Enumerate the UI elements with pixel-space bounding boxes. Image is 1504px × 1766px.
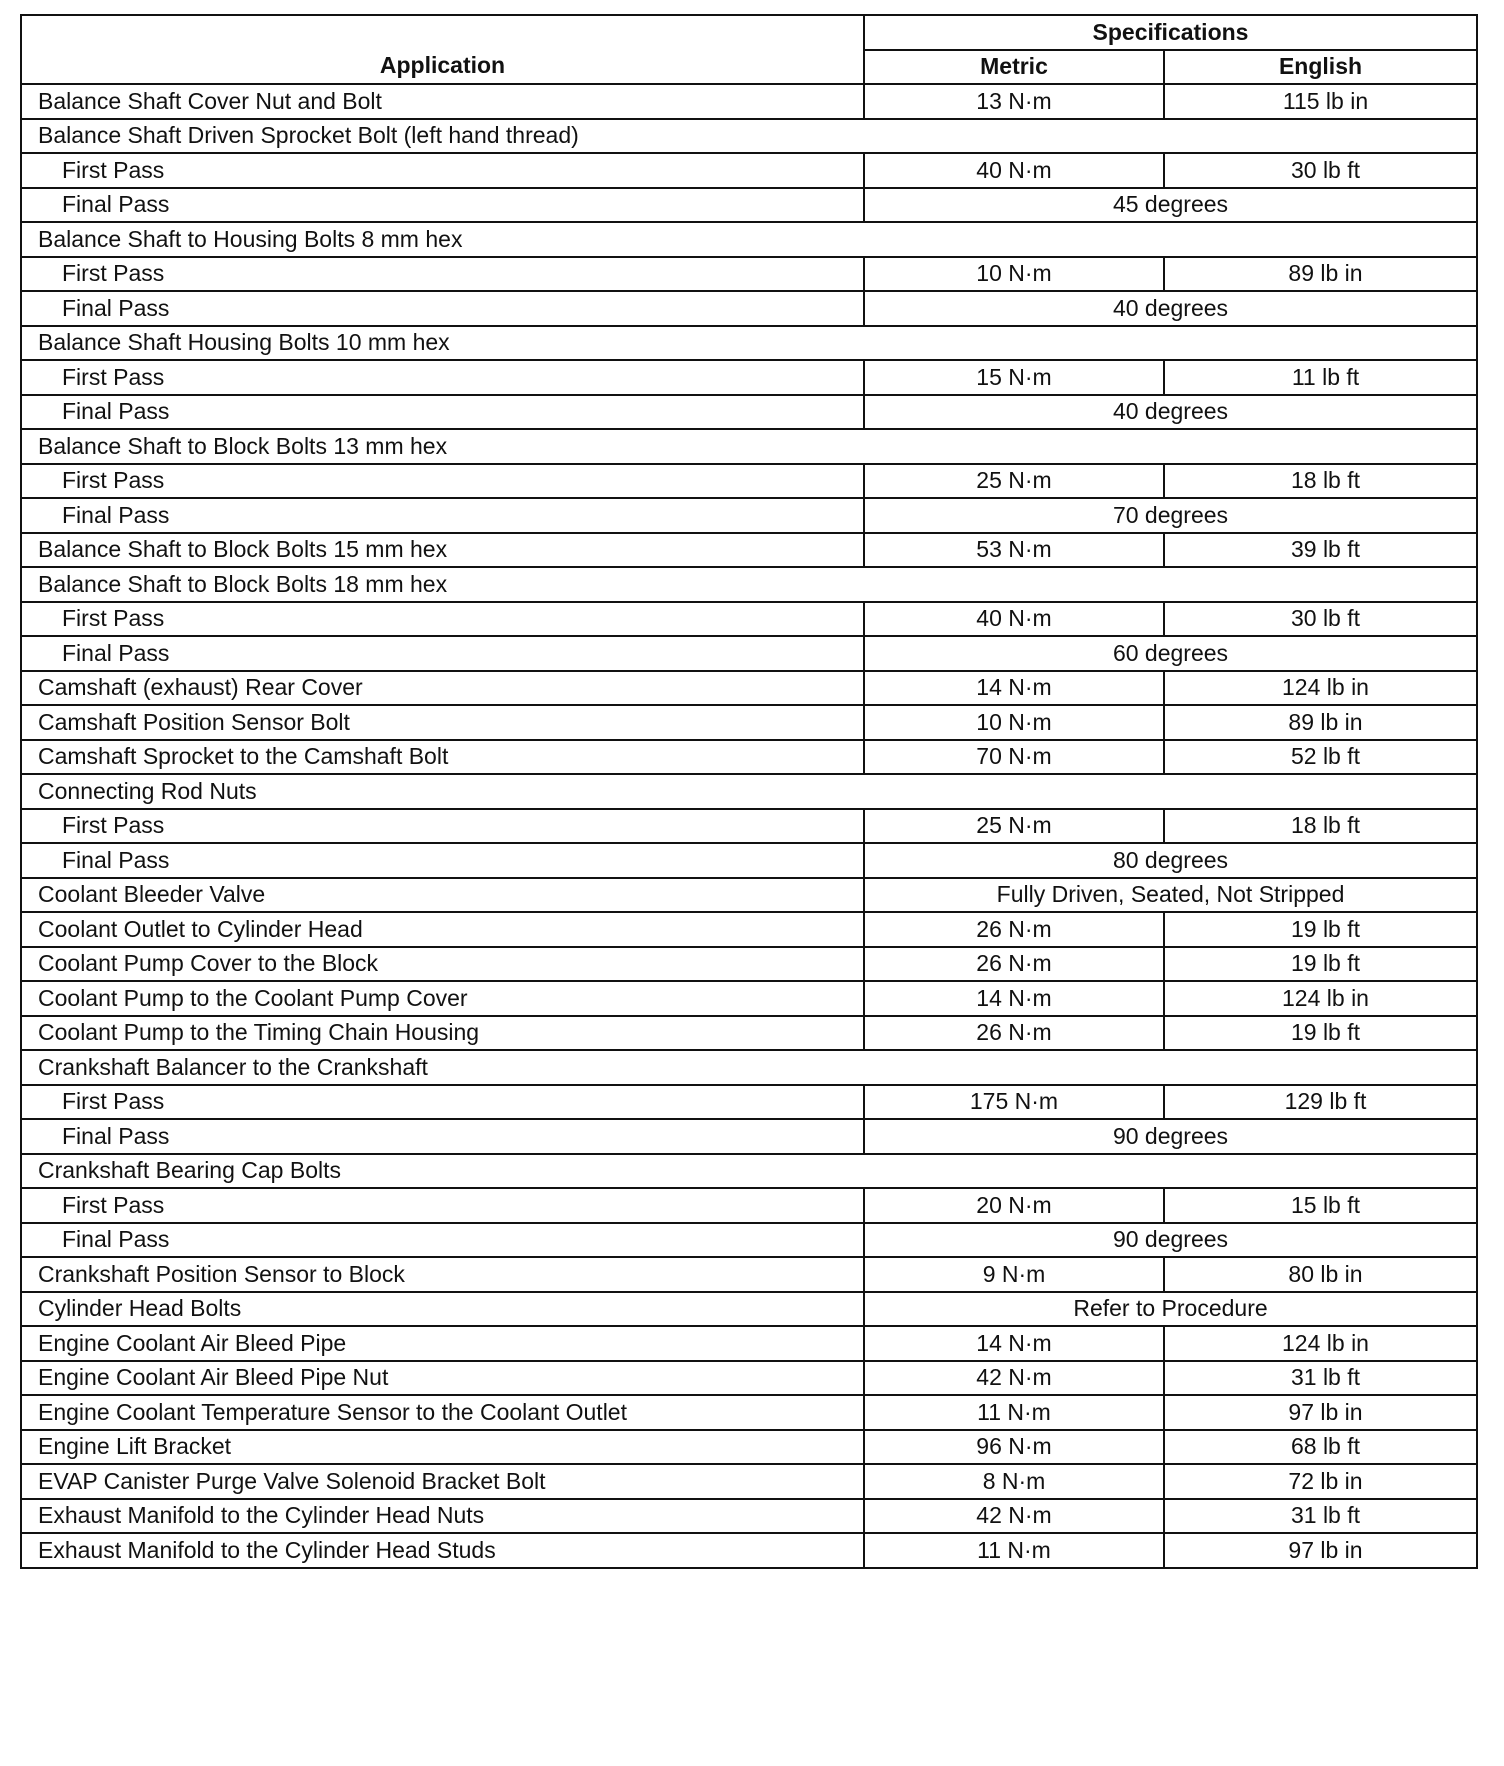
- table-row: [21, 602, 1477, 637]
- combined-spec-cell: 40 degrees: [864, 395, 1477, 430]
- metric-cell: 26 N·m: [864, 1016, 1164, 1051]
- combined-spec-cell: 80 degrees: [864, 843, 1477, 878]
- table-row: [21, 809, 1477, 844]
- header-row-1: [21, 15, 1477, 50]
- metric-cell: 70 N·m: [864, 740, 1164, 775]
- application-cell: Balance Shaft to Block Bolts 18 mm hex: [21, 567, 1477, 602]
- application-cell: Camshaft (exhaust) Rear Cover: [21, 671, 864, 706]
- english-cell: 124 lb in: [1164, 981, 1477, 1016]
- table-row: [21, 705, 1477, 740]
- table-row: [21, 257, 1477, 292]
- application-cell: Balance Shaft Cover Nut and Bolt: [21, 84, 864, 119]
- application-cell: Crankshaft Balancer to the Crankshaft: [21, 1050, 1477, 1085]
- table-row: [21, 1430, 1477, 1465]
- pass-label: Final Pass: [21, 188, 864, 223]
- application-cell: Coolant Outlet to Cylinder Head: [21, 912, 864, 947]
- table-row: [21, 1085, 1477, 1120]
- spec-table-container: [20, 14, 1476, 1569]
- table-row: [21, 1188, 1477, 1223]
- metric-cell: 13 N·m: [864, 84, 1164, 119]
- application-cell: Balance Shaft to Housing Bolts 8 mm hex: [21, 222, 1477, 257]
- pass-label: First Pass: [21, 464, 864, 499]
- application-cell: Engine Coolant Air Bleed Pipe: [21, 1326, 864, 1361]
- pass-label: Final Pass: [21, 1119, 864, 1154]
- application-cell: Engine Coolant Temperature Sensor to the Coolant Outlet: [21, 1395, 864, 1430]
- pass-label: Final Pass: [21, 843, 864, 878]
- table-row: [21, 912, 1477, 947]
- combined-spec-cell: Fully Driven, Seated, Not Stripped: [864, 878, 1477, 913]
- metric-cell: 10 N·m: [864, 705, 1164, 740]
- pass-label: Final Pass: [21, 1223, 864, 1258]
- table-row: [21, 1050, 1477, 1085]
- application-cell: Crankshaft Position Sensor to Block: [21, 1257, 864, 1292]
- application-cell: Engine Lift Bracket: [21, 1430, 864, 1465]
- table-row: [21, 1326, 1477, 1361]
- english-cell: 97 lb in: [1164, 1395, 1477, 1430]
- table-row: [21, 326, 1477, 361]
- pass-label: Final Pass: [21, 395, 864, 430]
- table-row: [21, 360, 1477, 395]
- pass-label: Final Pass: [21, 498, 864, 533]
- table-row: [21, 291, 1477, 326]
- table-row: [21, 464, 1477, 499]
- pass-label: First Pass: [21, 809, 864, 844]
- english-cell: 31 lb ft: [1164, 1499, 1477, 1534]
- metric-cell: 20 N·m: [864, 1188, 1164, 1223]
- metric-header: Metric: [864, 50, 1164, 85]
- application-cell: Camshaft Position Sensor Bolt: [21, 705, 864, 740]
- table-row: [21, 1257, 1477, 1292]
- application-cell: Engine Coolant Air Bleed Pipe Nut: [21, 1361, 864, 1396]
- table-row: [21, 1464, 1477, 1499]
- table-row: [21, 395, 1477, 430]
- metric-cell: 53 N·m: [864, 533, 1164, 568]
- table-row: [21, 222, 1477, 257]
- application-cell: Coolant Pump Cover to the Block: [21, 947, 864, 982]
- pass-label: Final Pass: [21, 636, 864, 671]
- english-cell: 89 lb in: [1164, 257, 1477, 292]
- table-row: [21, 740, 1477, 775]
- metric-cell: 26 N·m: [864, 947, 1164, 982]
- english-cell: 80 lb in: [1164, 1257, 1477, 1292]
- pass-label: First Pass: [21, 360, 864, 395]
- pass-label: First Pass: [21, 602, 864, 637]
- application-cell: Balance Shaft to Block Bolts 15 mm hex: [21, 533, 864, 568]
- combined-spec-cell: 45 degrees: [864, 188, 1477, 223]
- table-row: [21, 567, 1477, 602]
- metric-cell: 14 N·m: [864, 981, 1164, 1016]
- specifications-header: Specifications: [864, 15, 1477, 50]
- english-cell: 52 lb ft: [1164, 740, 1477, 775]
- combined-spec-cell: 70 degrees: [864, 498, 1477, 533]
- pass-label: First Pass: [21, 257, 864, 292]
- table-row: [21, 1499, 1477, 1534]
- combined-spec-cell: Refer to Procedure: [864, 1292, 1477, 1327]
- table-row: [21, 1223, 1477, 1258]
- metric-cell: 25 N·m: [864, 464, 1164, 499]
- english-cell: 31 lb ft: [1164, 1361, 1477, 1396]
- english-cell: 97 lb in: [1164, 1533, 1477, 1568]
- table-row: [21, 119, 1477, 154]
- table-row: [21, 774, 1477, 809]
- application-cell: Crankshaft Bearing Cap Bolts: [21, 1154, 1477, 1189]
- torque-spec-table: [20, 14, 1478, 1569]
- spec-table-body: [21, 84, 1477, 1568]
- english-cell: 18 lb ft: [1164, 464, 1477, 499]
- table-row: [21, 153, 1477, 188]
- table-row: [21, 84, 1477, 119]
- combined-spec-cell: 40 degrees: [864, 291, 1477, 326]
- application-cell: Coolant Pump to the Coolant Pump Cover: [21, 981, 864, 1016]
- table-row: [21, 1292, 1477, 1327]
- english-cell: 72 lb in: [1164, 1464, 1477, 1499]
- table-row: [21, 843, 1477, 878]
- english-cell: 30 lb ft: [1164, 602, 1477, 637]
- combined-spec-cell: 90 degrees: [864, 1119, 1477, 1154]
- pass-label: First Pass: [21, 153, 864, 188]
- pass-label: First Pass: [21, 1188, 864, 1223]
- metric-cell: 14 N·m: [864, 671, 1164, 706]
- table-row: [21, 671, 1477, 706]
- table-row: [21, 429, 1477, 464]
- english-cell: 11 lb ft: [1164, 360, 1477, 395]
- application-cell: EVAP Canister Purge Valve Solenoid Bracket Bolt: [21, 1464, 864, 1499]
- application-cell: Camshaft Sprocket to the Camshaft Bolt: [21, 740, 864, 775]
- table-row: [21, 1016, 1477, 1051]
- table-row: [21, 878, 1477, 913]
- english-cell: 15 lb ft: [1164, 1188, 1477, 1223]
- metric-cell: 42 N·m: [864, 1499, 1164, 1534]
- metric-cell: 175 N·m: [864, 1085, 1164, 1120]
- metric-cell: 9 N·m: [864, 1257, 1164, 1292]
- application-cell: Coolant Bleeder Valve: [21, 878, 864, 913]
- table-row: [21, 1395, 1477, 1430]
- english-cell: 30 lb ft: [1164, 153, 1477, 188]
- table-row: [21, 188, 1477, 223]
- application-cell: Cylinder Head Bolts: [21, 1292, 864, 1327]
- table-row: [21, 1119, 1477, 1154]
- table-row: [21, 981, 1477, 1016]
- pass-label: First Pass: [21, 1085, 864, 1120]
- english-cell: 115 lb in: [1164, 84, 1477, 119]
- english-cell: 124 lb in: [1164, 1326, 1477, 1361]
- table-row: [21, 533, 1477, 568]
- metric-cell: 15 N·m: [864, 360, 1164, 395]
- table-row: [21, 947, 1477, 982]
- metric-cell: 11 N·m: [864, 1533, 1164, 1568]
- application-cell: Balance Shaft to Block Bolts 13 mm hex: [21, 429, 1477, 464]
- english-cell: 19 lb ft: [1164, 912, 1477, 947]
- application-cell: Exhaust Manifold to the Cylinder Head Studs: [21, 1533, 864, 1568]
- english-cell: 19 lb ft: [1164, 947, 1477, 982]
- english-cell: 129 lb ft: [1164, 1085, 1477, 1120]
- table-row: [21, 636, 1477, 671]
- application-cell: Balance Shaft Housing Bolts 10 mm hex: [21, 326, 1477, 361]
- english-cell: 39 lb ft: [1164, 533, 1477, 568]
- english-cell: 89 lb in: [1164, 705, 1477, 740]
- metric-cell: 40 N·m: [864, 602, 1164, 637]
- metric-cell: 14 N·m: [864, 1326, 1164, 1361]
- table-row: [21, 1361, 1477, 1396]
- application-cell: Connecting Rod Nuts: [21, 774, 1477, 809]
- metric-cell: 96 N·m: [864, 1430, 1164, 1465]
- application-cell: Coolant Pump to the Timing Chain Housing: [21, 1016, 864, 1051]
- application-header: Application: [21, 15, 864, 84]
- application-cell: Exhaust Manifold to the Cylinder Head Nuts: [21, 1499, 864, 1534]
- metric-cell: 8 N·m: [864, 1464, 1164, 1499]
- english-cell: 18 lb ft: [1164, 809, 1477, 844]
- table-row: [21, 1533, 1477, 1568]
- table-row: [21, 498, 1477, 533]
- application-cell: Balance Shaft Driven Sprocket Bolt (left hand thread): [21, 119, 1477, 154]
- metric-cell: 40 N·m: [864, 153, 1164, 188]
- table-row: [21, 1154, 1477, 1189]
- combined-spec-cell: 60 degrees: [864, 636, 1477, 671]
- metric-cell: 10 N·m: [864, 257, 1164, 292]
- english-header: English: [1164, 50, 1477, 85]
- pass-label: Final Pass: [21, 291, 864, 326]
- metric-cell: 26 N·m: [864, 912, 1164, 947]
- metric-cell: 11 N·m: [864, 1395, 1164, 1430]
- english-cell: 68 lb ft: [1164, 1430, 1477, 1465]
- combined-spec-cell: 90 degrees: [864, 1223, 1477, 1258]
- english-cell: 19 lb ft: [1164, 1016, 1477, 1051]
- metric-cell: 42 N·m: [864, 1361, 1164, 1396]
- english-cell: 124 lb in: [1164, 671, 1477, 706]
- metric-cell: 25 N·m: [864, 809, 1164, 844]
